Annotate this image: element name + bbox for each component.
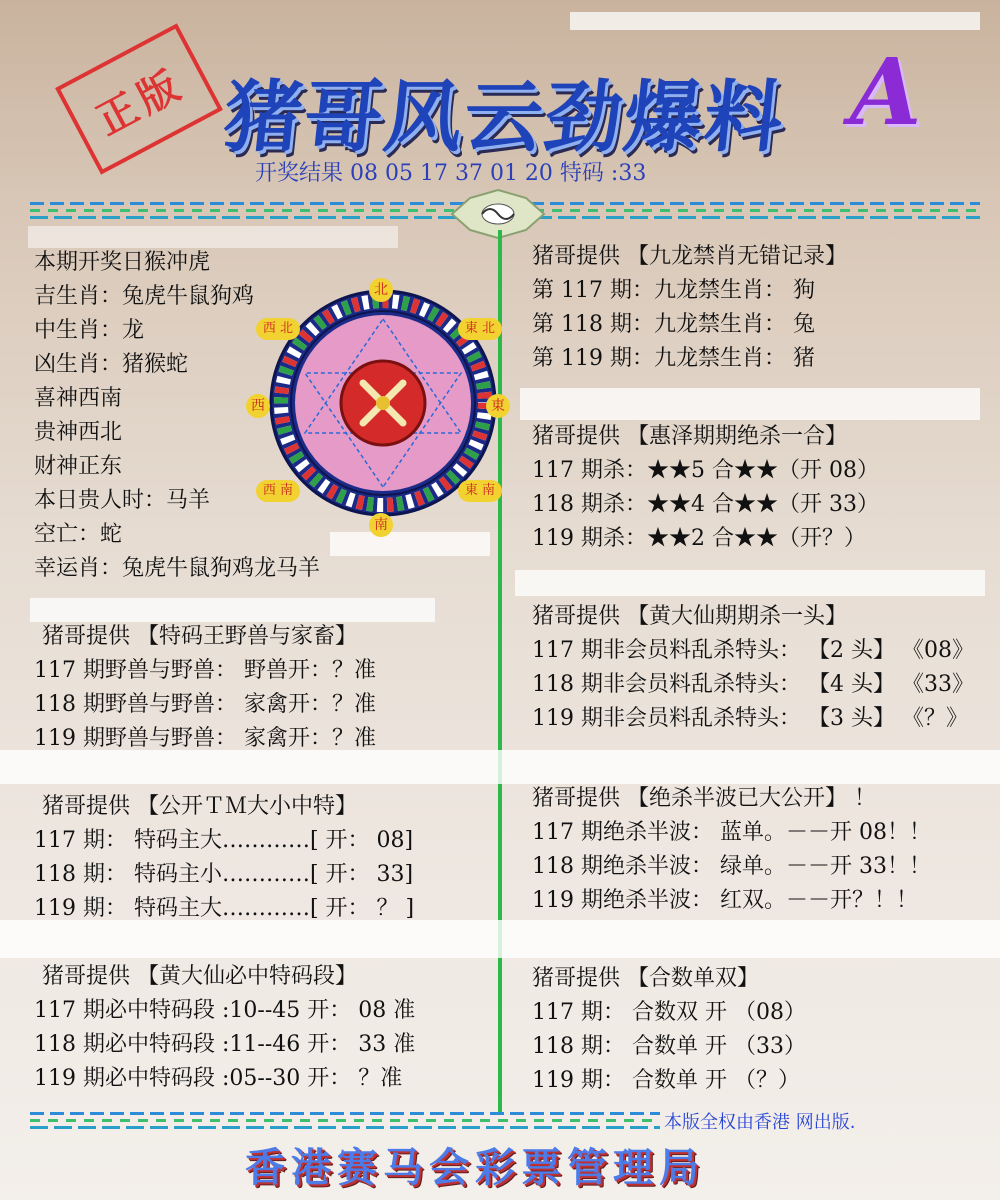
page-title: 猪哥风云劲爆料	[219, 72, 790, 163]
section-odd-even	[532, 962, 806, 1098]
edition-badge: A	[850, 38, 922, 146]
section-title: 猪哥提供 【黄大仙必中特码段】	[42, 964, 357, 989]
info-line: 贵神西北	[34, 420, 123, 445]
white-bar	[28, 226, 398, 248]
section-row: 118 期绝杀半波： 绿单。－－开 33！！	[532, 854, 931, 879]
direction-east: 東	[486, 394, 510, 418]
copyright-notice: 本版全权由香港 网出版.	[664, 1112, 856, 1133]
direction-southwest: 西 南	[256, 480, 300, 502]
section-title: 猪哥提供 【公开ＴＭ大小中特】	[42, 794, 357, 819]
section-row: 119 期非会员料乱杀特头： 【3 头】 《？》	[532, 706, 968, 731]
section-wild-domestic	[34, 620, 376, 756]
section-row: 119 期： 特码主大…………[ 开： ？ ]	[34, 896, 415, 921]
section-big-small	[34, 790, 414, 926]
white-bar	[515, 570, 985, 596]
white-bar	[570, 12, 980, 30]
info-line: 空亡：蛇	[34, 522, 123, 547]
authentic-stamp: 正版	[55, 23, 223, 174]
info-line: 本日贵人时：马羊	[34, 488, 211, 513]
section-title: 猪哥提供 【惠泽期期绝杀一合】	[532, 424, 847, 449]
section-row: 119 期野兽与野兽： 家禽开：？准	[34, 726, 376, 751]
section-nine-dragon	[532, 240, 847, 376]
section-half-wave	[532, 782, 931, 918]
section-title: 猪哥提供 【黄大仙期期杀一头】	[532, 604, 847, 629]
section-kill-head	[532, 600, 974, 736]
section-title: 猪哥提供 【绝杀半波已大公开】 ！	[532, 786, 876, 811]
info-line: 幸运肖：兔虎牛鼠狗鸡龙马羊	[34, 556, 321, 581]
direction-northeast: 東 北	[458, 318, 502, 340]
section-number-range	[34, 960, 415, 1096]
info-line: 凶生肖：猪猴蛇	[34, 352, 189, 377]
section-title: 猪哥提供 【合数单双】	[532, 966, 759, 991]
section-row: 第 118 期：九龙禁生肖： 兔	[532, 312, 815, 337]
section-row: 119 期必中特码段 :05--30 开： ？准	[34, 1066, 403, 1091]
section-row: 117 期杀：★★5 合★★（开 08）	[532, 458, 879, 483]
section-row: 第 117 期：九龙禁生肖： 狗	[532, 278, 815, 303]
section-row: 118 期必中特码段 :11--46 开： 33 准	[34, 1032, 416, 1057]
wave-divider-bottom	[30, 1110, 660, 1130]
section-row: 118 期： 合数单 开 （33）	[532, 1034, 806, 1059]
info-line: 喜神西南	[34, 386, 123, 411]
section-row: 118 期非会员料乱杀特头： 【4 头】 《33》	[532, 672, 974, 697]
info-line: 财神正东	[34, 454, 123, 479]
section-row: 117 期： 特码主大…………[ 开： 08]	[34, 828, 414, 853]
section-row: 119 期绝杀半波： 红双。－－开？！！	[532, 888, 918, 913]
section-row: 118 期杀：★★4 合★★（开 33）	[532, 492, 879, 517]
section-title: 猪哥提供 【特码王野兽与家畜】	[42, 624, 357, 649]
section-row: 117 期非会员料乱杀特头： 【2 头】 《08》	[532, 638, 974, 663]
section-row: 117 期： 合数双 开 （08）	[532, 1000, 806, 1025]
section-row: 第 119 期：九龙禁生肖： 猪	[532, 346, 815, 371]
info-line: 吉生肖：兔虎牛鼠狗鸡	[34, 284, 255, 309]
direction-west: 西	[246, 394, 270, 418]
section-row: 117 期野兽与野兽： 野兽开：？准	[34, 658, 376, 683]
section-title: 猪哥提供 【九龙禁肖无错记录】	[532, 244, 847, 269]
section-row: 118 期野兽与野兽： 家禽开：？准	[34, 692, 376, 717]
section-row: 117 期必中特码段 :10--45 开： 08 准	[34, 998, 416, 1023]
direction-northwest: 西 北	[256, 318, 300, 340]
footer-org-title: 香港赛马会彩票管理局	[245, 1145, 705, 1191]
white-bar	[330, 532, 490, 556]
direction-southeast: 東 南	[458, 480, 502, 502]
section-row: 117 期绝杀半波： 蓝单。－－开 08！！	[532, 820, 931, 845]
draw-result: 开奖结果 08 05 17 37 01 20 特码 :33	[255, 161, 647, 186]
section-kill-combo	[532, 420, 879, 556]
white-bar	[520, 388, 980, 420]
section-row: 118 期： 特码主小…………[ 开： 33]	[34, 862, 414, 887]
section-row: 119 期： 合数单 开 （？）	[532, 1068, 800, 1093]
direction-south: 南	[369, 513, 393, 537]
info-line: 中生肖：龙	[34, 318, 145, 343]
white-bar	[30, 598, 435, 622]
section-row: 119 期杀：★★2 合★★（开？）	[532, 526, 866, 551]
info-line: 本期开奖日猴冲虎	[34, 250, 211, 275]
direction-north: 北	[369, 278, 393, 302]
